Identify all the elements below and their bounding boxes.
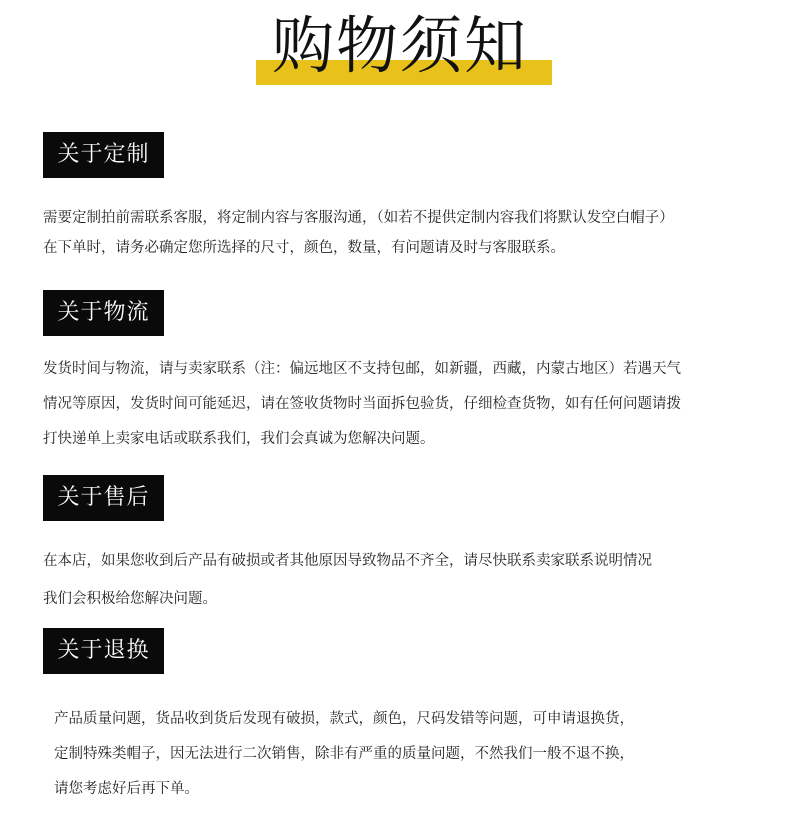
text-line: 发货时间与物流，请与卖家联系（注：偏远地区不支持包邮，如新疆，西藏，内蒙古地区）若遇天气 — [43, 361, 681, 377]
text-line: 产品质量问题，货品收到货后发现有破损，款式，颜色，尺码发错等问题，可申请退换货， — [54, 711, 634, 727]
text-line: 情况等原因，发货时间可能延迟，请在签收货物时当面拆包验货，仔细检查货物，如有任何问题请拨 — [43, 396, 681, 412]
text-line: 定制特殊类帽子，因无法进行二次销售，除非有严重的质量问题，不然我们一般不退不换， — [54, 746, 634, 762]
text-line: 我们会积极给您解决问题。 — [43, 591, 217, 607]
text-line: 在本店，如果您收到后产品有破损或者其他原因导致物品不齐全，请尽快联系卖家联系说明情况 — [43, 553, 652, 569]
section-body-returns — [54, 702, 794, 807]
section-body-customization — [43, 203, 783, 263]
section-heading-customization: 关于定制 — [43, 132, 164, 178]
section-heading-returns: 关于退换 — [43, 628, 164, 674]
section-heading-after-sales: 关于售后 — [43, 475, 164, 521]
page-title: 购物须知 — [271, 9, 528, 82]
text-line: 请您考虑好后再下单。 — [54, 781, 199, 797]
section-body-logistics — [43, 352, 783, 457]
text-line: 打快递单上卖家电话或联系我们，我们会真诚为您解决问题。 — [43, 431, 435, 447]
text-line: 需要定制拍前需联系客服，将定制内容与客服沟通，（如若不提供定制内容我们将默认发空白帽子） — [43, 210, 674, 226]
section-heading-logistics: 关于物流 — [43, 290, 164, 336]
text-line: 在下单时，请务必确定您所选择的尺寸，颜色，数量，有问题请及时与客服联系。 — [43, 240, 565, 256]
page-header — [0, 8, 800, 88]
section-body-after-sales — [43, 542, 783, 618]
